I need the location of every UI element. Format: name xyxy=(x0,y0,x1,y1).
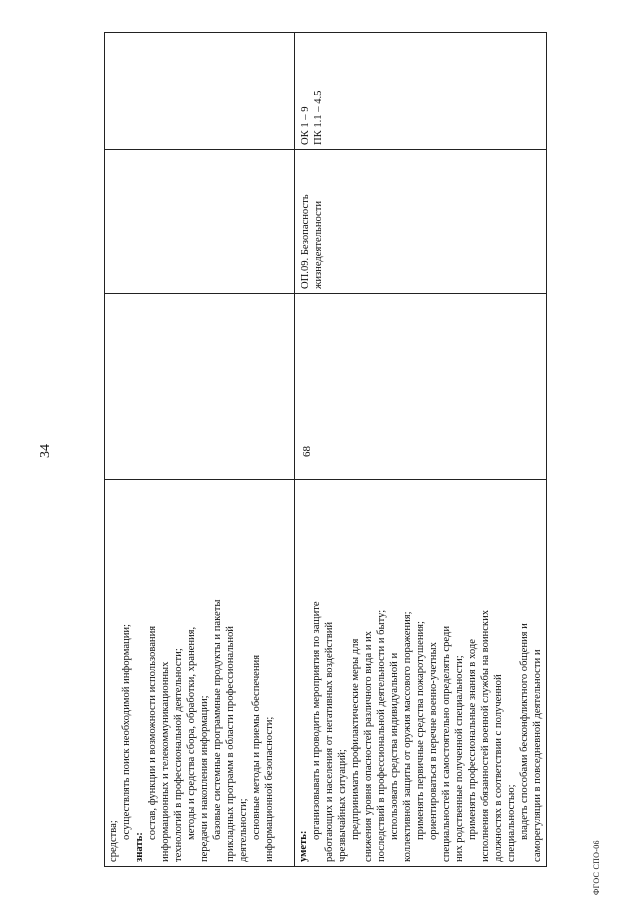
text-line: чрезвычайных ситуаций; xyxy=(337,749,348,862)
text-line: организовывать и проводить мероприятия по защите xyxy=(311,601,322,840)
text-line: применять профессиональные знания в ходе xyxy=(467,639,478,840)
text-line: последствий в профессиональной деятельности и быту; xyxy=(376,609,387,862)
text-line: должностях в соответствии с полученной xyxy=(493,674,504,862)
text-line: исполнения обязанностей военной службы на воинских xyxy=(480,609,491,862)
text-line: базовые системные программные продукты и пакеты xyxy=(212,599,223,840)
competence-ok: ОК 1 – 9 xyxy=(300,106,311,145)
text-line: владеть способами бесконфликтного общения и xyxy=(519,623,530,840)
table-row-knowledge xyxy=(105,33,295,867)
text-line: коллективной защиты от оружия массового поражения; xyxy=(402,611,413,862)
text-line: предпринимать профилактические меры для xyxy=(350,638,361,840)
hours-cell-empty xyxy=(105,294,295,480)
text-line: применять первичные средства пожаротушения; xyxy=(415,621,426,840)
text-line: прикладных программ в области профессиональной xyxy=(225,626,236,862)
text-line: состав, функции и возможности использования xyxy=(147,625,158,840)
footer-mark: ФГОС СПО-06 xyxy=(592,840,601,895)
text-line: ориентироваться в перечне военно-учетных xyxy=(428,642,439,840)
table-row-skills xyxy=(295,33,547,867)
page-number: 34 xyxy=(38,444,53,458)
text-line: работающих и населения от негативных воздействий xyxy=(324,621,335,862)
text-line: осуществлять поиск необходимой информации; xyxy=(121,624,132,840)
knowledge-text xyxy=(105,480,278,866)
curriculum-table xyxy=(104,32,547,867)
hours-cell xyxy=(295,294,547,480)
text-line: технологий в профессиональной деятельности; xyxy=(173,648,184,862)
text-line: использовать средства индивидуальной и xyxy=(389,652,400,840)
discipline-title: ОП.09. Безопасность жизнедеятельности xyxy=(300,194,324,289)
requirements-cell-skills xyxy=(295,480,547,867)
text-line: средства; xyxy=(108,820,119,862)
text-line: основные методы и приемы обеспечения xyxy=(251,654,262,840)
text-line: снижения уровня опасностей различного вида и их xyxy=(363,631,374,862)
skills-text xyxy=(295,480,546,866)
competence-cell xyxy=(295,33,547,150)
text-line: уметь: xyxy=(298,830,309,862)
competence-cell-empty xyxy=(105,33,295,150)
discipline-cell-empty xyxy=(105,150,295,294)
text-line: деятельности; xyxy=(238,798,249,862)
text-line: специальностью; xyxy=(506,784,517,862)
text-line: передачи и накопления информации; xyxy=(199,695,210,862)
text-line: методы и средства сбора, обработки, хранения, xyxy=(186,626,197,840)
text-line: знать: xyxy=(134,832,145,862)
requirements-cell-knowledge xyxy=(105,480,295,867)
text-line: специальностей и самостоятельно определять среди xyxy=(441,625,452,862)
competence-pk: ПК 1.1 – 4.5 xyxy=(313,90,324,145)
discipline-cell xyxy=(295,150,547,294)
text-line: информационных и телекоммуникационных xyxy=(160,661,171,862)
text-line: информационной безопасности; xyxy=(264,716,275,862)
text-line: них родственные полученной специальности; xyxy=(454,655,465,862)
text-line: саморегуляции в повседневной деятельности и xyxy=(532,649,543,862)
hours-value: 68 xyxy=(301,446,313,457)
